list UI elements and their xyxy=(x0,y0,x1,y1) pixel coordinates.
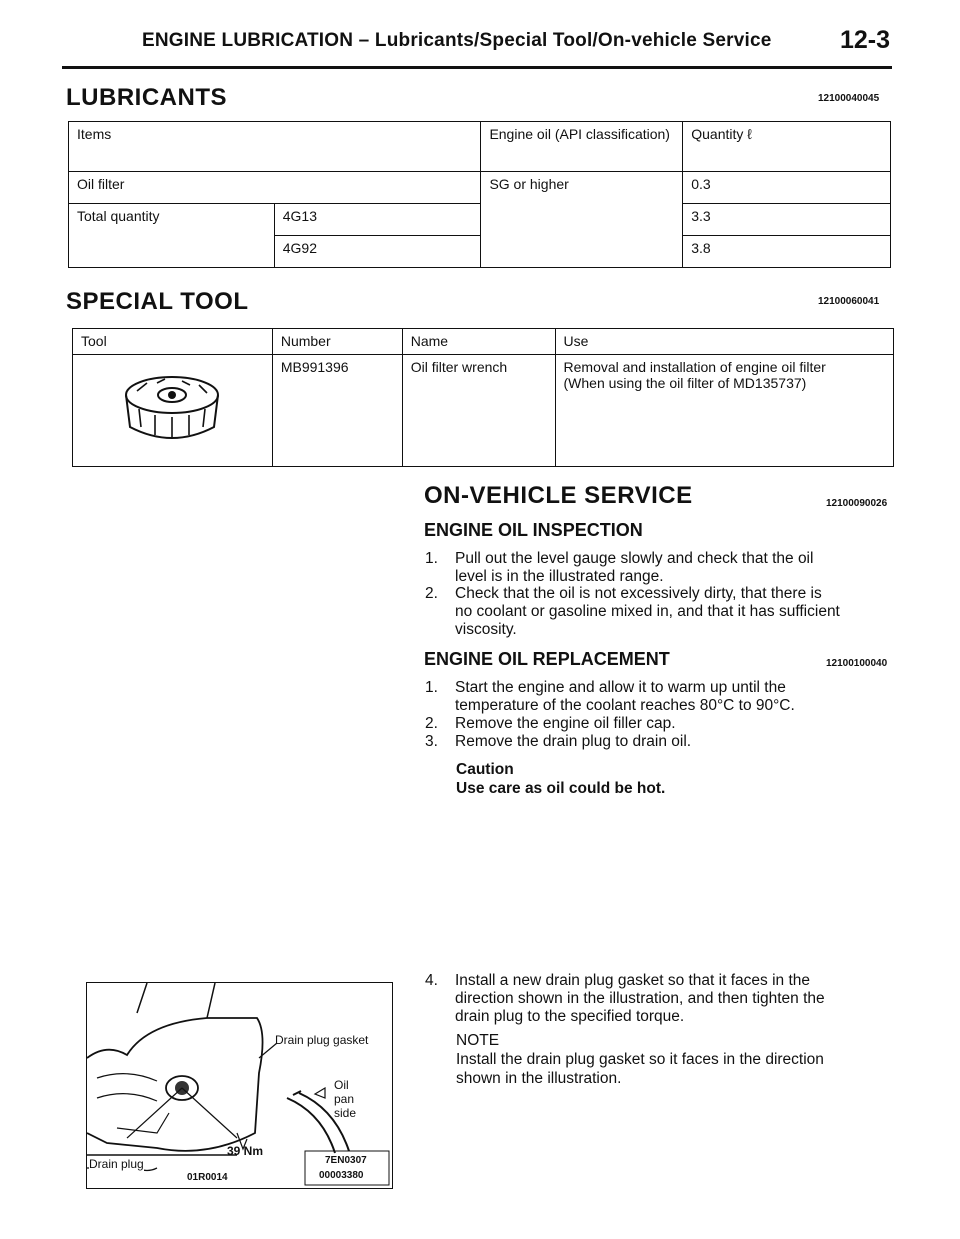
lubricants-code: 12100040045 xyxy=(818,93,880,104)
model-4g92: 4G92 xyxy=(274,236,481,268)
caution-title: Caution xyxy=(456,761,514,778)
col-engine-oil: Engine oil (API classification) xyxy=(481,122,683,172)
replacement-step-4: 4. Install a new drain plug gasket so that it faces in the direction shown in the illustration, and then tighten the drain plug to the specified torque. xyxy=(425,972,825,1025)
header-rule xyxy=(62,66,892,69)
note-title: NOTE xyxy=(456,1032,500,1049)
inspection-step-1: 1. Pull out the level gauge slowly and check that the oil level is in the illustrated range. xyxy=(425,550,814,585)
drain-plug-illustration xyxy=(86,982,393,1189)
inspection-heading: ENGINE OIL INSPECTION xyxy=(424,520,643,540)
figure-ref-3: 01R0014 xyxy=(187,1172,228,1183)
label-oil: Oil xyxy=(334,1078,349,1092)
special-tool-code: 12100060041 xyxy=(818,296,880,307)
page-number: 12-3 xyxy=(840,26,891,54)
on-vehicle-heading: ON-VEHICLE SERVICE xyxy=(424,482,693,509)
note-line2: shown in the illustration. xyxy=(456,1070,622,1087)
special-tool-table xyxy=(72,328,894,467)
col-use: Use xyxy=(555,329,893,355)
label-drain-plug-gasket: Drain plug gasket xyxy=(275,1033,369,1047)
tool-number: MB991396 xyxy=(272,355,402,467)
oil-filter-qty: 0.3 xyxy=(683,172,891,204)
caution-block xyxy=(456,760,665,798)
figure-ref-1: 7EN0307 xyxy=(325,1155,367,1166)
model-4g13-qty: 3.3 xyxy=(683,204,891,236)
oil-grade: SG or higher xyxy=(481,172,683,268)
replacement-step-2: 2. Remove the engine oil filler cap. xyxy=(425,715,676,732)
on-vehicle-code: 12100090026 xyxy=(826,498,888,509)
label-side: side xyxy=(334,1106,357,1120)
label-torque: 39 Nm xyxy=(227,1144,264,1158)
col-name: Name xyxy=(402,329,555,355)
replacement-heading: ENGINE OIL REPLACEMENT xyxy=(424,649,670,669)
model-4g13: 4G13 xyxy=(274,204,481,236)
replacement-step-3: 3. Remove the drain plug to drain oil. xyxy=(425,733,692,750)
page-header-title: ENGINE LUBRICATION – Lubricants/Special Tool/On-vehicle Service xyxy=(142,30,772,51)
lubricants-table xyxy=(68,121,891,268)
lubricants-heading: LUBRICANTS xyxy=(66,84,227,111)
label-drain-plug: Drain plug xyxy=(89,1157,144,1171)
total-quantity-label: Total quantity xyxy=(69,204,275,268)
inspection-step-2: 2. Check that the oil is not excessively dirty, that there is no coolant or gasoline mixed in, and that it has sufficient viscosity. xyxy=(425,585,840,638)
caution-text: Use care as oil could be hot. xyxy=(456,780,666,797)
model-4g92-qty: 3.8 xyxy=(683,236,891,268)
col-items: Items xyxy=(69,122,481,172)
oil-filter-label: Oil filter xyxy=(69,172,481,204)
tool-image-cell xyxy=(73,355,273,467)
col-tool: Tool xyxy=(73,329,273,355)
replacement-code: 12100100040 xyxy=(826,658,888,669)
note-line1: Install the drain plug gasket so it faces in the direction xyxy=(456,1051,824,1068)
label-pan: pan xyxy=(334,1092,355,1106)
replacement-step-1: 1. Start the engine and allow it to warm up until the temperature of the coolant reaches 80°C to 90°C. xyxy=(425,679,795,714)
tool-use xyxy=(555,355,893,467)
tool-use-line1: Removal and installation of engine oil filter xyxy=(563,359,826,375)
oil-filter-wrench-icon xyxy=(117,369,227,449)
note-block xyxy=(456,1031,824,1088)
tool-name: Oil filter wrench xyxy=(402,355,555,467)
col-quantity: Quantity ℓ xyxy=(683,122,891,172)
figure-ref-2: 00003380 xyxy=(319,1170,364,1181)
tool-use-line2: (When using the oil filter of MD135737) xyxy=(563,375,807,391)
special-tool-heading: SPECIAL TOOL xyxy=(66,288,249,315)
col-number: Number xyxy=(272,329,402,355)
